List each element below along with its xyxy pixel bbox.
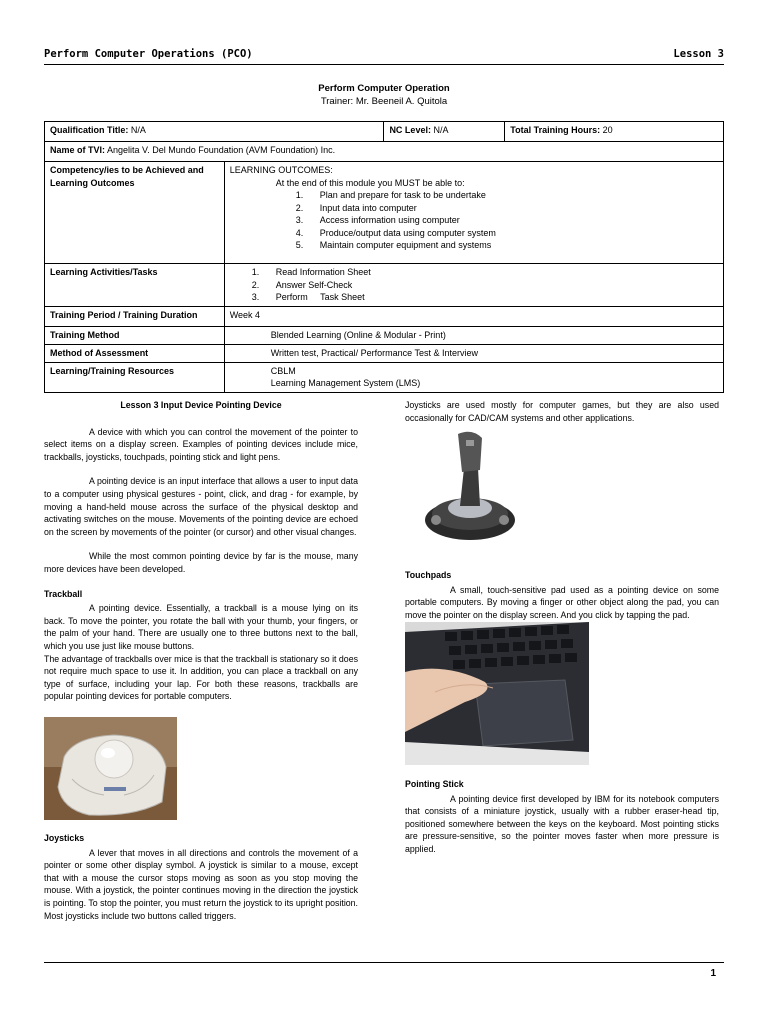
assessment-label-text: Method of Assessment: [50, 347, 149, 358]
list-number: 5.: [295, 240, 304, 250]
touchpads-heading: Touchpads: [405, 570, 452, 580]
list-number: 3.: [251, 292, 260, 302]
activities-label: [45, 264, 225, 307]
list-number: 3.: [295, 215, 304, 225]
hours-label: Total Training Hours:: [510, 125, 601, 135]
left-column-top: [44, 399, 358, 703]
activities-label-text: Learning Activities/Tasks: [50, 267, 158, 277]
page-number: 1: [710, 968, 716, 979]
list-item: [230, 279, 718, 292]
qualification-value: N/A: [128, 125, 146, 135]
list-number: 2.: [295, 202, 304, 213]
header-rule: [44, 64, 724, 65]
list-item: [230, 214, 718, 227]
right-column-top: [405, 399, 719, 424]
nc-label: NC Level:: [389, 125, 431, 135]
outcomes-cell: [224, 162, 723, 264]
list-item: [230, 227, 718, 240]
joysticks-paragraph: A lever that moves in all directions and controls the movement of a pointer or some other display symbol. A joystick is similar to a mouse, except that with a mouse the cursor stops moving as soon as you stop moving the mouse. With a joystick, the pointer continues moving in the direction the joystick is pointing. To stop the pointer, you must return the joystick to its upright position. Most joysticks include two buttons called triggers.: [44, 847, 358, 921]
period-value: Week 4: [224, 306, 723, 326]
activities-list: [230, 266, 718, 304]
list-text: Answer Self-Check: [275, 279, 353, 290]
list-number: 2.: [251, 279, 260, 290]
training-info-table: [44, 121, 724, 393]
header-lesson: Lesson 3: [673, 48, 724, 60]
touchpad-image: [405, 622, 589, 765]
list-text: Read Information Sheet: [275, 267, 371, 277]
tvi-label: Name of TVI:: [50, 145, 106, 155]
right-column-touchpads: [405, 569, 719, 621]
qualification-cell: [45, 122, 384, 142]
list-item: [230, 202, 718, 215]
resources-label-text: Learning/Training Resources: [50, 365, 175, 376]
outcomes-intro: At the end of this module you MUST be able to:: [275, 177, 465, 188]
period-label-text: Training Period / Training Duration: [50, 309, 198, 320]
pointing-device-paragraph: A pointing device is an input interface that allows a user to input data to a computer using physical gestures - point, click, and drag - for example, by moving a hand-held mouse across the surface of the physical desktop and activating switches on the mouse. Movements of the pointing device are echoed on the screen by movements of the pointer (or cursor) and other visual changes.: [44, 476, 358, 537]
period-label: [45, 306, 225, 326]
hours-value: 20: [600, 125, 613, 135]
left-column-bottom: [44, 832, 358, 922]
joysticks-heading: Joysticks: [44, 833, 85, 843]
header-title: Perform Computer Operations (PCO): [44, 48, 253, 60]
outcomes-title: LEARNING OUTCOMES:: [229, 165, 333, 175]
trackball-image: [44, 717, 177, 820]
resources-label: [45, 362, 225, 392]
outcomes-list: [230, 189, 718, 252]
method-label-text: Training Method: [50, 329, 120, 340]
tvi-cell: [45, 142, 724, 162]
list-item: [230, 189, 718, 202]
list-text: Plan and prepare for task to be undertake: [319, 190, 486, 200]
document-title: Perform Computer Operation: [318, 83, 450, 94]
list-text: Access information using computer: [319, 215, 460, 225]
page-header: [44, 48, 724, 64]
activities-cell: [224, 264, 723, 307]
method-value: Blended Learning (Online & Modular - Print): [224, 326, 723, 344]
resources-value-1: CBLM: [270, 365, 296, 376]
list-text: Produce/output data using computer system: [319, 227, 496, 238]
list-item: [230, 239, 718, 252]
qualification-label: Qualification Title:: [50, 125, 129, 135]
right-column-pointing-stick: [405, 778, 719, 856]
list-text: Perform Task Sheet: [275, 292, 365, 302]
method-label: [45, 326, 225, 344]
tvi-value: Angelita V. Del Mundo Foundation (AVM Foundation) Inc.: [105, 145, 336, 155]
lesson-heading: Lesson 3 Input Device Pointing Device: [120, 400, 282, 410]
list-item: [230, 291, 718, 304]
list-number: 4.: [295, 227, 304, 238]
assessment-value: Written test, Practical/ Performance Test & Interview: [224, 344, 723, 362]
pointing-stick-heading: Pointing Stick: [405, 779, 464, 789]
resources-value-2: Learning Management System (LMS): [270, 378, 421, 388]
hours-cell: [505, 122, 724, 142]
assessment-label: [45, 344, 225, 362]
list-item: [230, 266, 718, 279]
list-text: Input data into computer: [319, 202, 417, 213]
list-number: 1.: [251, 267, 260, 277]
trackball-paragraph-1: A pointing device. Essentially, a trackball is a mouse lying on its back. To move the pointer, you rotate the ball with your thumb, your fingers, or the palm of your hand. There are usually one to three buttons next to the ball, which you use just like mouse buttons.: [44, 603, 358, 651]
nc-value: N/A: [430, 125, 449, 135]
trackball-paragraph-2: The advantage of trackballs over mice is that the trackball is stationary so it does not require much space to use it. In addition, you can place a trackball on any type of surface, including your lap. For both these reasons, trackballs are popular pointing devices for portable computers.: [44, 653, 358, 702]
footer-rule: [44, 962, 724, 963]
nc-level-cell: [384, 122, 505, 142]
resources-value: [224, 362, 723, 392]
competency-label-text: Competency/ies to be Achieved and Learning Outcomes: [50, 165, 204, 188]
more-devices-paragraph: While the most common pointing device by far is the mouse, many more devices have been developed.: [44, 551, 358, 574]
competency-label: [45, 162, 225, 264]
trainer-line: Trainer: Mr. Beeneil A. Quitola: [320, 96, 448, 107]
list-number: 1.: [295, 190, 304, 200]
trackball-heading: Trackball: [44, 588, 83, 599]
joystick-image: [420, 428, 520, 552]
pointing-stick-paragraph: A pointing device first developed by IBM for its notebook computers that consists of a miniature joystick, usually with a rubber eraser-head tip, positioned somewhere between the keys on the keyboard. Most pointing sticks are pressure-sensitive, so the pointer moves faster when more pressure is applied.: [405, 793, 719, 854]
intro-paragraph: A device with which you can control the movement of the pointer to select items on a display screen. Examples of pointing devices include mice, trackballs, joysticks, touchpads, pointing stick and light pens.: [44, 426, 358, 462]
touchpads-paragraph: A small, touch-sensitive pad used as a pointing device on some portable computers. By moving a finger or other object along the pad, you can move the pointer on the display screen. And you click by tapping the pad.: [405, 584, 719, 620]
joystick-usage-paragraph: Joysticks are used mostly for computer games, but they are also used occasionally for CAD/CAM systems and other applications.: [405, 400, 719, 423]
list-text: Maintain computer equipment and systems: [319, 240, 492, 250]
